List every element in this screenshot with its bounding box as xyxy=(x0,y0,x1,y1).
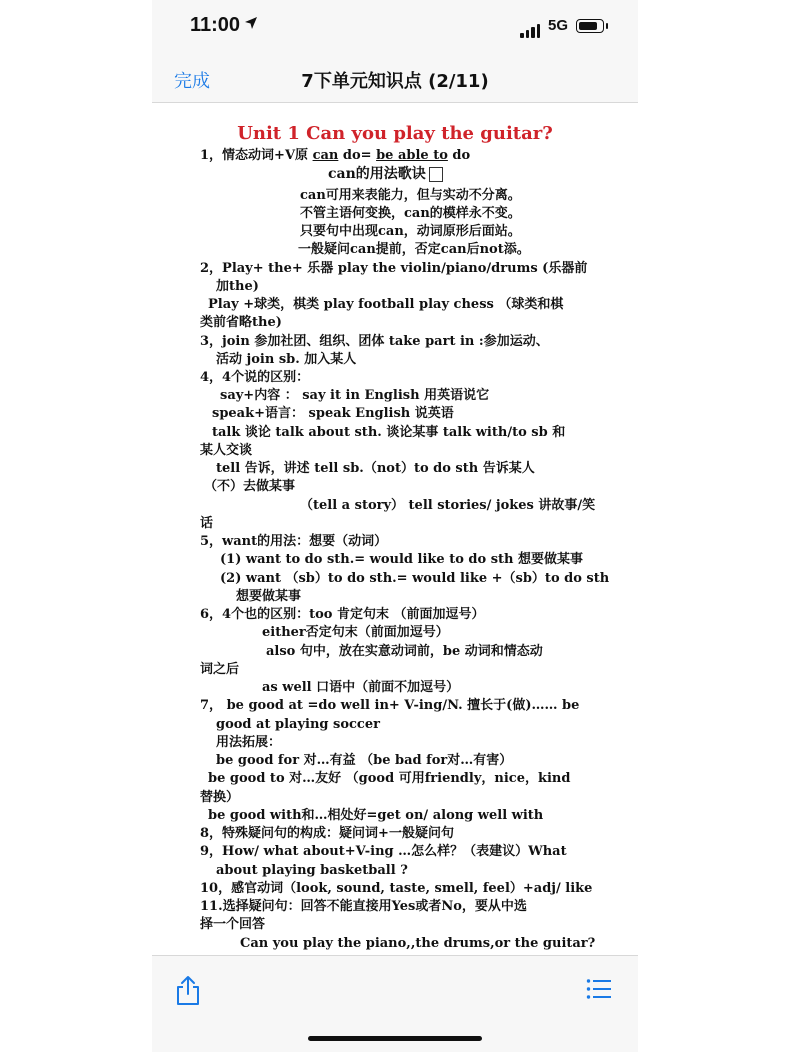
location-arrow-icon xyxy=(244,16,258,30)
doc-line: 话 xyxy=(200,516,214,531)
doc-line: 类前省略the) xyxy=(200,315,282,330)
doc-line: can的用法歌诀 xyxy=(328,165,443,183)
doc-line: tell 告诉，讲述 tell sb.（not）to do sth 告诉某人 xyxy=(216,461,535,476)
doc-line: 1，情态动词+V原 can do= be able to do xyxy=(200,148,471,163)
doc-line: 想要做某事 xyxy=(236,589,302,604)
doc-line: 7， be good at =do well in+ V-ing/N. 擅长于(做)…… be xyxy=(200,698,580,713)
signal-icon xyxy=(520,19,542,38)
doc-line: about playing basketball ? xyxy=(216,863,408,878)
document-page[interactable] xyxy=(152,103,638,955)
doc-line: 4，4个说的区别： xyxy=(200,370,310,385)
doc-line: 某人交谈 xyxy=(200,443,253,458)
doc-line: Can you play the piano,,the drums,or the guitar? xyxy=(240,936,596,951)
share-icon[interactable] xyxy=(174,974,202,1006)
status-time: 11:00 xyxy=(190,14,241,36)
done-button[interactable]: 完成 xyxy=(174,71,210,92)
doc-line: 一般疑问can提前，否定can后not添。 xyxy=(298,242,530,257)
home-indicator[interactable] xyxy=(308,1036,482,1041)
doc-heading: Unit 1 Can you play the guitar? xyxy=(237,123,553,144)
doc-line: be good to 对…友好 （good 可用friendly，nice，kind xyxy=(208,771,571,786)
doc-line: （tell a story） tell stories/ jokes 讲故事/笑 xyxy=(300,498,596,513)
doc-line: 2，Play+ the+ 乐器 play the violin/piano/drums (乐器前 xyxy=(200,261,588,276)
doc-line: also 句中，放在实意动词前，be 动词和情态动 xyxy=(266,644,543,659)
bottom-toolbar xyxy=(152,955,638,1052)
doc-line: 替换） xyxy=(200,790,240,805)
doc-line: 11.选择疑问句：回答不能直接用Yes或者No，要从中选 xyxy=(200,899,527,914)
list-icon[interactable] xyxy=(586,978,612,1000)
doc-line: 只要句中出现can，动词原形后面站。 xyxy=(300,224,521,239)
checkbox-glyph xyxy=(429,167,443,182)
phone-screen xyxy=(152,0,638,1052)
doc-line: (2) want （sb）to do sth.= would like +（sb）to do sth xyxy=(220,571,610,586)
network-label: 5G xyxy=(548,17,569,34)
doc-line: (1) want to do sth.= would like to do sth 想要做某事 xyxy=(220,552,584,567)
doc-line: 10，感官动词（look, sound, taste, smell, feel）+adj/ like xyxy=(200,881,593,896)
doc-line: 6，4个也的区别：too 肯定句末 （前面加逗号） xyxy=(200,607,485,622)
doc-line: be good with和…相处好=get on/ along well with xyxy=(208,808,544,823)
doc-line: talk 谈论 talk about sth. 谈论某事 talk with/to sb 和 xyxy=(212,425,566,440)
doc-line: as well 口语中（前面不加逗号） xyxy=(262,680,460,695)
doc-line: say+内容 ： say it in English 用英语说它 xyxy=(220,388,490,403)
doc-line: 词之后 xyxy=(200,662,240,677)
doc-line: 3，join 参加社团、组织、团体 take part in :参加运动、 xyxy=(200,334,549,349)
nav-bar xyxy=(152,52,638,103)
doc-line: good at playing soccer xyxy=(216,717,380,732)
doc-line: （不）去做某事 xyxy=(204,479,296,494)
doc-line: 5，want的用法：想要（动词） xyxy=(200,534,388,549)
status-bar xyxy=(152,0,638,52)
doc-line: either否定句末（前面加逗号） xyxy=(262,625,449,640)
doc-line: 活动 join sb. 加入某人 xyxy=(216,352,357,367)
doc-line: can可用来表能力，但与实动不分离。 xyxy=(300,188,521,203)
doc-line: 加the) xyxy=(216,279,259,294)
doc-line: Play +球类，棋类 play football play chess （球类和棋 xyxy=(208,297,564,312)
battery-icon xyxy=(576,19,604,33)
doc-line: 不管主语何变换，can的模样永不变。 xyxy=(300,206,521,221)
page-title: 7下单元知识点 (2/11) xyxy=(301,71,489,92)
doc-line: 8，特殊疑问句的构成：疑问词+一般疑问句 xyxy=(200,826,454,841)
doc-line: be good for 对…有益 （be bad for对…有害） xyxy=(216,753,513,768)
doc-line: 择一个回答 xyxy=(200,917,266,932)
doc-line: speak+语言： speak English 说英语 xyxy=(212,406,454,421)
doc-line: 9，How/ what about+V-ing …怎么样？（表建议）What xyxy=(200,844,567,859)
doc-line: 用法拓展： xyxy=(216,735,282,750)
